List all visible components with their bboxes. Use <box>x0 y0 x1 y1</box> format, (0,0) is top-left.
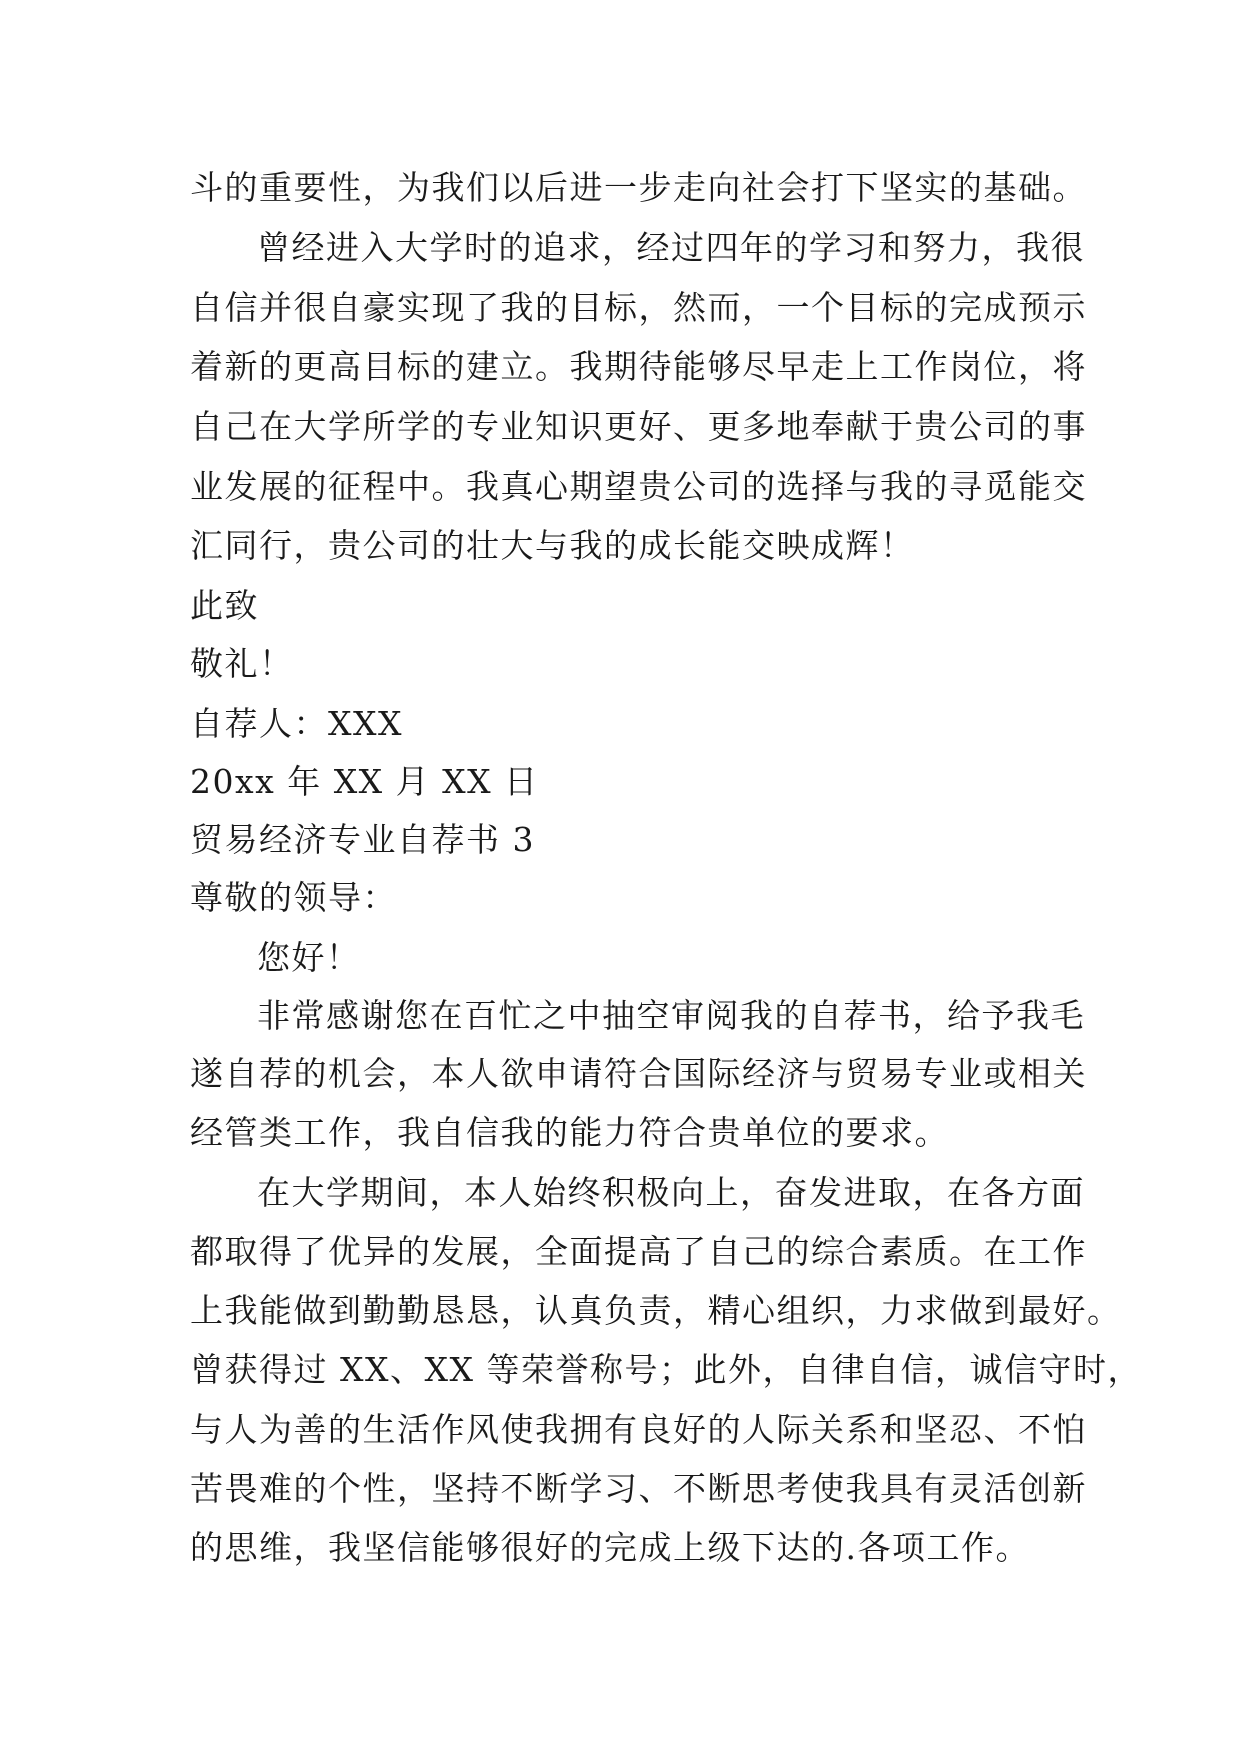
closing-salutation: 此致 <box>190 586 259 625</box>
paragraph-line: 与人为善的生活作风使我拥有良好的人际关系和坚忍、不怕 <box>190 1410 1087 1449</box>
greeting-hello: 您好！ <box>257 938 361 977</box>
paragraph-line: 曾经进入大学时的追求，经过四年的学习和努力，我很 <box>257 228 1085 267</box>
closing-regards: 敬礼！ <box>190 644 294 683</box>
paragraph-line: 都取得了优异的发展，全面提高了自己的综合素质。在工作 <box>190 1232 1087 1271</box>
paragraph-line: 的思维，我坚信能够很好的完成上级下达的.各项工作。 <box>190 1528 1030 1567</box>
paragraph-line: 上我能做到勤勤恳恳，认真负责，精心组织，力求做到最好。 <box>190 1291 1122 1330</box>
paragraph-line: 自己在大学所学的专业知识更好、更多地奉献于贵公司的事 <box>190 407 1087 446</box>
paragraph-line: 苦畏难的个性，坚持不断学习、不断思考使我具有灵活创新 <box>190 1469 1087 1508</box>
paragraph-line: 非常感谢您在百忙之中抽空审阅我的自荐书，给予我毛 <box>257 996 1085 1035</box>
signature-line: 自荐人：XXX <box>190 704 403 743</box>
paragraph-line: 遂自荐的机会，本人欲申请符合国际经济与贸易专业或相关 <box>190 1054 1087 1093</box>
paragraph-line: 经管类工作，我自信我的能力符合贵单位的要求。 <box>190 1113 949 1152</box>
paragraph-line: 在大学期间，本人始终积极向上，奋发进取，在各方面 <box>257 1173 1085 1212</box>
paragraph-line: 业发展的征程中。我真心期望贵公司的选择与我的寻觅能交 <box>190 467 1087 506</box>
paragraph-line: 着新的更高目标的建立。我期待能够尽早走上工作岗位，将 <box>190 347 1087 386</box>
paragraph-line: 斗的重要性，为我们以后进一步走向社会打下坚实的基础。 <box>190 168 1087 207</box>
paragraph-line: 自信并很自豪实现了我的目标，然而，一个目标的完成预示 <box>190 288 1087 327</box>
date-line: 20xx 年 XX 月 XX 日 <box>190 762 539 801</box>
paragraph-line: 汇同行，贵公司的壮大与我的成长能交映成辉！ <box>190 526 915 565</box>
greeting: 尊敬的领导： <box>190 878 397 917</box>
section-title: 贸易经济专业自荐书 3 <box>190 820 535 859</box>
paragraph-line: 曾获得过 XX、XX 等荣誉称号；此外，自律自信，诚信守时， <box>190 1350 1142 1389</box>
